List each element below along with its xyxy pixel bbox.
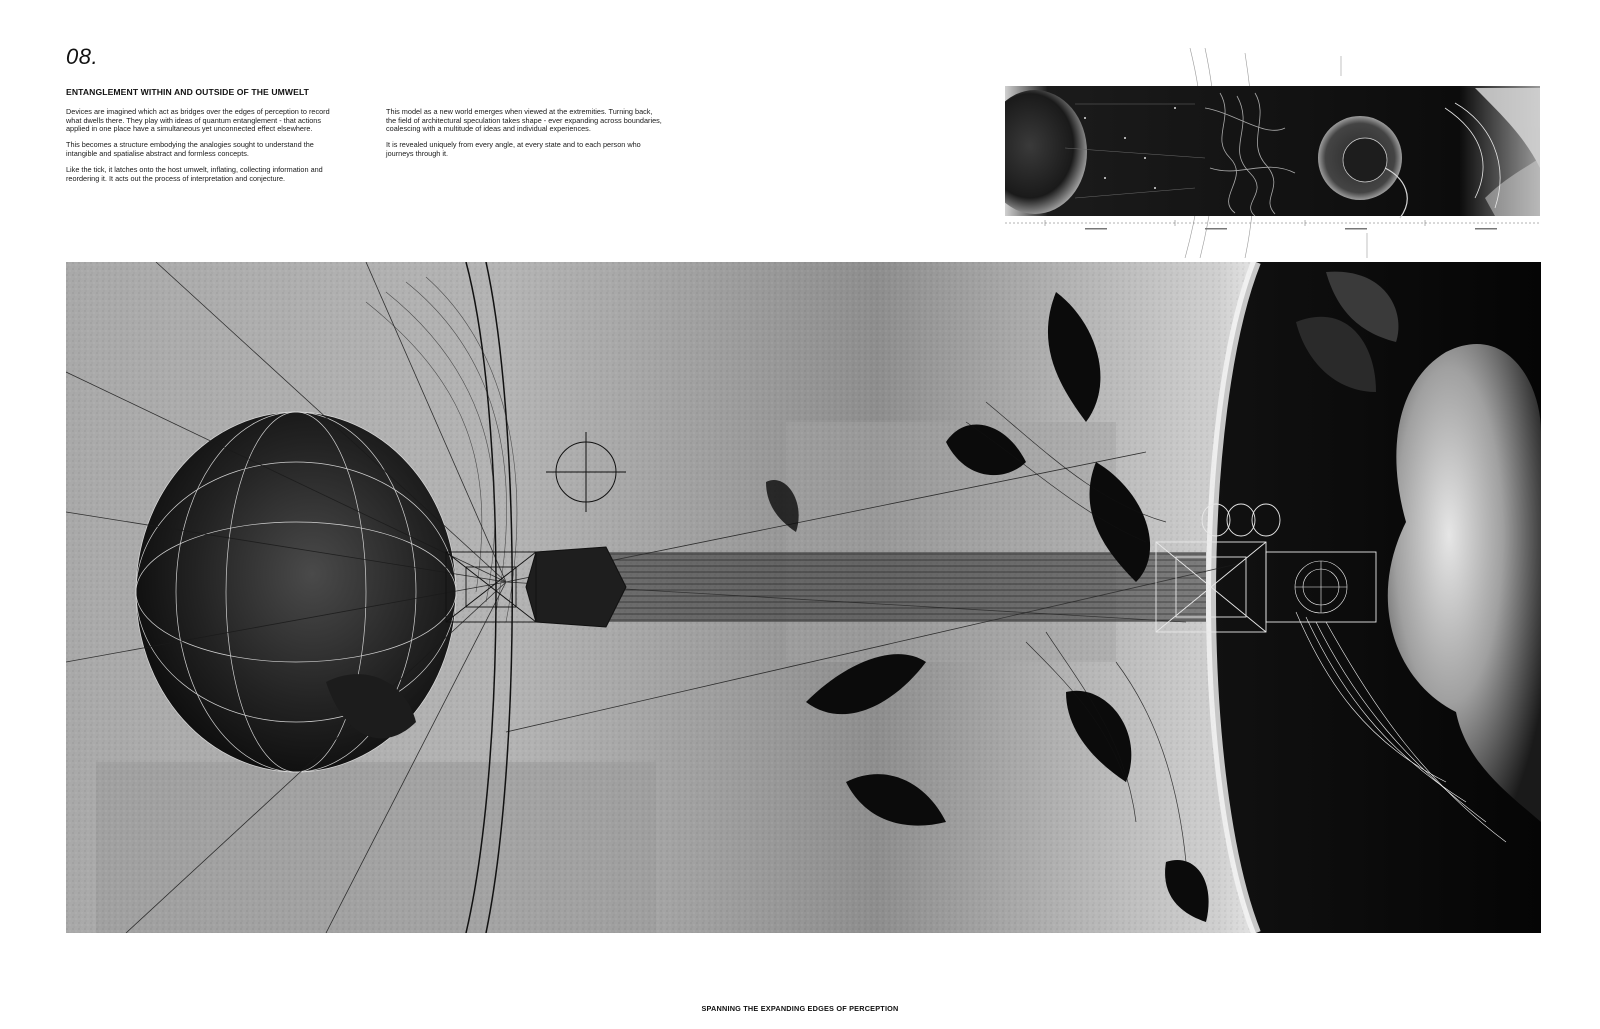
main-render-drawing (66, 262, 1541, 933)
paragraph: This becomes a structure embodying the analogies sought to understand the intangible and spatialise abstract and formless concepts. (66, 140, 314, 158)
paragraph: It is revealed uniquely from every angle, at every state and to each person who journeys through it. (386, 140, 641, 158)
text-column-right (386, 108, 664, 166)
figure-caption: SPANNING THE EXPANDING EDGES OF PERCEPTION (701, 1004, 899, 1013)
section-heading: ENTANGLEMENT WITHIN AND OUTSIDE OF THE UMWELT (66, 87, 310, 97)
paragraph: Devices are imagined which act as bridges over the edges of perception to record what dwells there. They play with ideas of quantum entanglement - that actions applied in one place have a simultaneous yet unconnected effect elsewhere. (66, 107, 330, 134)
paragraph: Like the tick, it latches onto the host umwelt, inflating, collecting information and reordering it. It acts out the process of interpretation and conjecture. (66, 164, 323, 183)
sheet-number: 08. (66, 44, 99, 69)
main-render-image (66, 262, 1541, 933)
text-column-left (66, 108, 344, 191)
section-strip-image (1005, 48, 1540, 258)
paragraph: This model as a new world emerges when viewed at the extremities. Turning back, the field of architectural speculation takes shape - ever expanding across boundaries, coalescing with a multitude of ideas and individual experiences. (386, 107, 662, 134)
section-strip-drawing (1005, 48, 1540, 258)
